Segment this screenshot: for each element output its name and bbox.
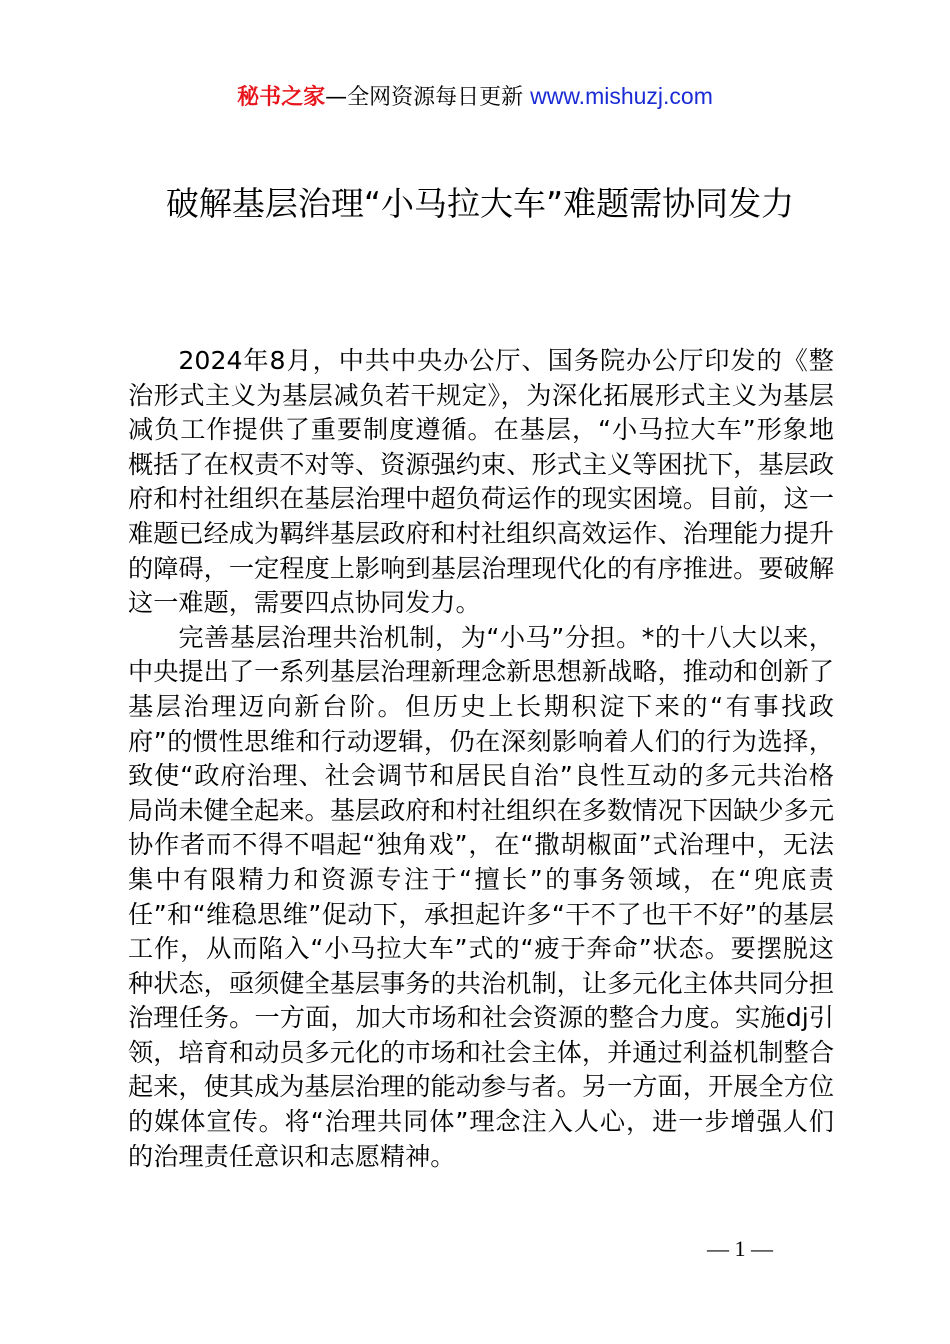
site-brand: 秘书之家 [237, 85, 326, 110]
page-number: — 1 — [707, 1236, 773, 1261]
site-header [0, 80, 950, 114]
document-body [128, 344, 834, 1174]
paragraph-1: 2024年8月，中共中央办公厅、国务院办公厅印发的《整治形式主义为基层减负若干规定》，为深化拓展形式主义为基层减负工作提供了重要制度遵循。在基层，“小马拉大车”形象地概括了在权责不对等、资源强约束、形式主义等困扰下，基层政府和村社组织在基层治理中超负荷运作的现实困境。目前，这一难题已经成为羁绊基层政府和村社组织高效运作、治理能力提升的障碍，一定程度上影响到基层治理现代化的有序推进。要破解这一难题，需要四点协同发力。 [128, 346, 834, 618]
site-url-link[interactable]: www.mishuzj.com [530, 83, 713, 109]
document-title: 破解基层治理“小马拉大车”难题需协同发力 [165, 184, 795, 223]
site-tagline: —全网资源每日更新 [325, 85, 531, 110]
paragraph-2: 完善基层治理共治机制，为“小马”分担。*的十八大以来，中央提出了一系列基层治理新理念新思想新战略，推动和创新了基层治理迈向新台阶。但历史上长期积淀下来的“有事找政府”的惯性思维和行动逻辑，仍在深刻影响着人们的行为选择，致使“政府治理、社会调节和居民自治”良性互动的多元共治格局尚未健全起来。基层政府和村社组织在多数情况下因缺少多元协作者而不得不唱起“独角戏”，在“撒胡椒面”式治理中，无法集中有限精力和资源专注于“擅长”的事务领域，在“兜底责任”和“维稳思维”促动下，承担起许多“干不了也干不好”的基层工作，从而陷入“小马拉大车”式的“疲于奔命”状态。要摆脱这种状态，亟须健全基层事务的共治机制，让多元化主体共同分担治理任务。一方面，加大市场和社会资源的整合力度。实施dj引领，培育和动员多元化的市场和社会主体，并通过利益机制整合起来，使其成为基层治理的能动参与者。另一方面，开展全方位的媒体宣传。将“治理共同体”理念注入人心，进一步增强人们的治理责任意识和志愿精神。 [128, 622, 834, 1171]
